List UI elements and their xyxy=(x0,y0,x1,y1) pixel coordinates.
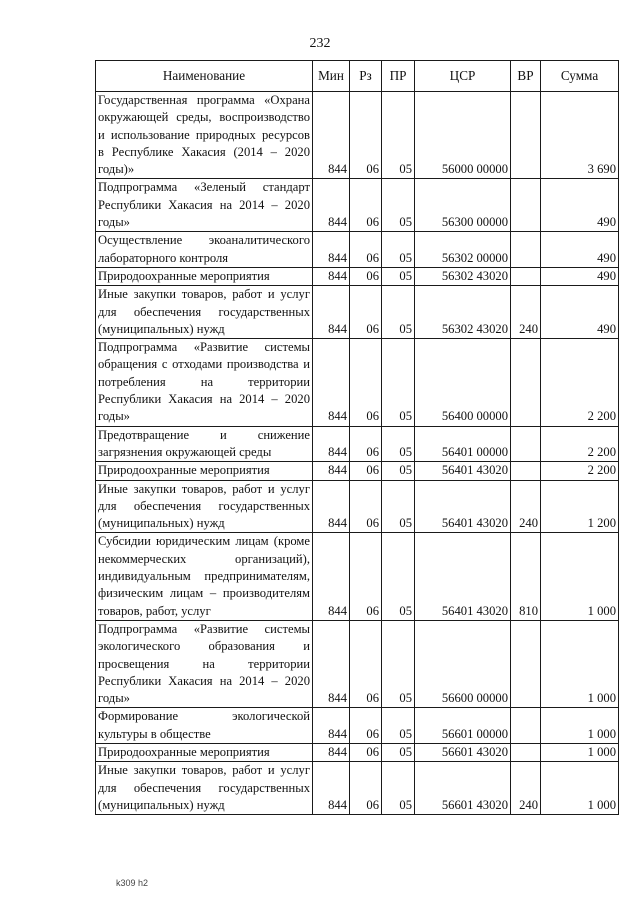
cell-sum: 2 200 xyxy=(541,462,619,480)
cell-pr: 05 xyxy=(382,339,415,426)
cell-sum: 490 xyxy=(541,232,619,268)
cell-min: 844 xyxy=(313,480,350,533)
cell-rz: 06 xyxy=(350,762,382,815)
cell-pr: 05 xyxy=(382,533,415,620)
cell-min: 844 xyxy=(313,533,350,620)
cell-rz: 06 xyxy=(350,480,382,533)
cell-csr: 56302 43020 xyxy=(415,286,511,339)
cell-rz: 06 xyxy=(350,708,382,744)
cell-vr xyxy=(511,708,541,744)
cell-name: Предотвращение и снижение загрязнения окружающей среды xyxy=(96,426,313,462)
cell-rz: 06 xyxy=(350,339,382,426)
cell-csr: 56302 43020 xyxy=(415,267,511,285)
cell-vr: 240 xyxy=(511,480,541,533)
cell-vr xyxy=(511,92,541,179)
table-body xyxy=(96,92,619,815)
cell-csr: 56401 43020 xyxy=(415,533,511,620)
table-row xyxy=(96,533,619,620)
cell-name: Формирование экологической культуры в обществе xyxy=(96,708,313,744)
cell-vr xyxy=(511,267,541,285)
table-row xyxy=(96,426,619,462)
cell-vr xyxy=(511,620,541,707)
cell-sum: 1 000 xyxy=(541,762,619,815)
cell-name: Подпрограмма «Зеленый стандарт Республики Хакасия на 2014 – 2020 годы» xyxy=(96,179,313,232)
column-header-sum: Сумма xyxy=(541,61,619,92)
cell-sum: 3 690 xyxy=(541,92,619,179)
cell-csr: 56302 00000 xyxy=(415,232,511,268)
cell-min: 844 xyxy=(313,708,350,744)
cell-csr: 56601 43020 xyxy=(415,762,511,815)
cell-rz: 06 xyxy=(350,426,382,462)
cell-name: Субсидии юридическим лицам (кроме некоммерческих организаций), индивидуальным предпринимателям, физическим лицам – производителям товаров, работ, услуг xyxy=(96,533,313,620)
cell-rz: 06 xyxy=(350,179,382,232)
cell-rz: 06 xyxy=(350,620,382,707)
table-row xyxy=(96,179,619,232)
cell-pr: 05 xyxy=(382,762,415,815)
cell-sum: 490 xyxy=(541,267,619,285)
cell-sum: 2 200 xyxy=(541,426,619,462)
cell-pr: 05 xyxy=(382,286,415,339)
cell-pr: 05 xyxy=(382,708,415,744)
cell-min: 844 xyxy=(313,462,350,480)
cell-vr xyxy=(511,232,541,268)
cell-pr: 05 xyxy=(382,426,415,462)
cell-vr: 240 xyxy=(511,762,541,815)
column-header-min: Мин xyxy=(313,61,350,92)
cell-min: 844 xyxy=(313,339,350,426)
cell-pr: 05 xyxy=(382,480,415,533)
column-header-name: Наименование xyxy=(96,61,313,92)
budget-table xyxy=(95,60,619,815)
cell-csr: 56401 43020 xyxy=(415,480,511,533)
cell-sum: 1 000 xyxy=(541,708,619,744)
table-row xyxy=(96,708,619,744)
cell-min: 844 xyxy=(313,179,350,232)
cell-vr xyxy=(511,743,541,761)
cell-min: 844 xyxy=(313,426,350,462)
column-header-vr: ВР xyxy=(511,61,541,92)
cell-vr xyxy=(511,462,541,480)
table-row xyxy=(96,92,619,179)
cell-sum: 490 xyxy=(541,286,619,339)
cell-sum: 1 200 xyxy=(541,480,619,533)
cell-min: 844 xyxy=(313,286,350,339)
cell-rz: 06 xyxy=(350,286,382,339)
cell-csr: 56601 43020 xyxy=(415,743,511,761)
table-row xyxy=(96,480,619,533)
cell-pr: 05 xyxy=(382,232,415,268)
cell-vr xyxy=(511,339,541,426)
column-header-csr: ЦСР xyxy=(415,61,511,92)
page-number: 232 xyxy=(309,36,331,51)
table-row xyxy=(96,620,619,707)
cell-name: Подпрограмма «Развитие системы обращения с отходами производства и потребления на территории Республики Хакасия на 2014 – 2020 годы» xyxy=(96,339,313,426)
cell-csr: 56000 00000 xyxy=(415,92,511,179)
table-header-row xyxy=(96,61,619,92)
cell-rz: 06 xyxy=(350,267,382,285)
cell-pr: 05 xyxy=(382,743,415,761)
cell-csr: 56601 00000 xyxy=(415,708,511,744)
cell-vr: 810 xyxy=(511,533,541,620)
cell-name: Иные закупки товаров, работ и услуг для обеспечения государственных (муниципальных) нужд xyxy=(96,480,313,533)
cell-rz: 06 xyxy=(350,232,382,268)
cell-sum: 1 000 xyxy=(541,533,619,620)
cell-csr: 56600 00000 xyxy=(415,620,511,707)
table-row xyxy=(96,267,619,285)
cell-rz: 06 xyxy=(350,462,382,480)
cell-pr: 05 xyxy=(382,179,415,232)
cell-min: 844 xyxy=(313,743,350,761)
cell-min: 844 xyxy=(313,762,350,815)
table-row xyxy=(96,232,619,268)
table-row xyxy=(96,339,619,426)
cell-min: 844 xyxy=(313,620,350,707)
cell-name: Иные закупки товаров, работ и услуг для обеспечения государственных (муниципальных) нужд xyxy=(96,762,313,815)
cell-name: Осуществление экоаналитического лабораторного контроля xyxy=(96,232,313,268)
cell-vr xyxy=(511,179,541,232)
cell-name: Государственная программа «Охрана окружающей среды, воспроизводство и использование природных ресурсов в Республике Хакасия (2014 – 2020 годы)» xyxy=(96,92,313,179)
cell-name: Иные закупки товаров, работ и услуг для обеспечения государственных (муниципальных) нужд xyxy=(96,286,313,339)
table-row xyxy=(96,743,619,761)
cell-rz: 06 xyxy=(350,533,382,620)
cell-min: 844 xyxy=(313,232,350,268)
cell-vr xyxy=(511,426,541,462)
column-header-rz: Рз xyxy=(350,61,382,92)
cell-csr: 56400 00000 xyxy=(415,339,511,426)
cell-sum: 2 200 xyxy=(541,339,619,426)
table-row xyxy=(96,462,619,480)
cell-vr: 240 xyxy=(511,286,541,339)
cell-pr: 05 xyxy=(382,620,415,707)
cell-min: 844 xyxy=(313,267,350,285)
cell-sum: 1 000 xyxy=(541,743,619,761)
table-row xyxy=(96,286,619,339)
cell-csr: 56401 43020 xyxy=(415,462,511,480)
cell-name: Природоохранные мероприятия xyxy=(96,267,313,285)
footer-code: k309 h2 xyxy=(116,878,149,888)
cell-sum: 490 xyxy=(541,179,619,232)
cell-min: 844 xyxy=(313,92,350,179)
cell-csr: 56401 00000 xyxy=(415,426,511,462)
cell-name: Природоохранные мероприятия xyxy=(96,743,313,761)
cell-pr: 05 xyxy=(382,92,415,179)
cell-rz: 06 xyxy=(350,743,382,761)
cell-name: Природоохранные мероприятия xyxy=(96,462,313,480)
cell-pr: 05 xyxy=(382,267,415,285)
cell-rz: 06 xyxy=(350,92,382,179)
cell-sum: 1 000 xyxy=(541,620,619,707)
cell-name: Подпрограмма «Развитие системы экологического образования и просвещения на территории Республики Хакасия на 2014 – 2020 годы» xyxy=(96,620,313,707)
column-header-pr: ПР xyxy=(382,61,415,92)
table-row xyxy=(96,762,619,815)
cell-pr: 05 xyxy=(382,462,415,480)
cell-csr: 56300 00000 xyxy=(415,179,511,232)
